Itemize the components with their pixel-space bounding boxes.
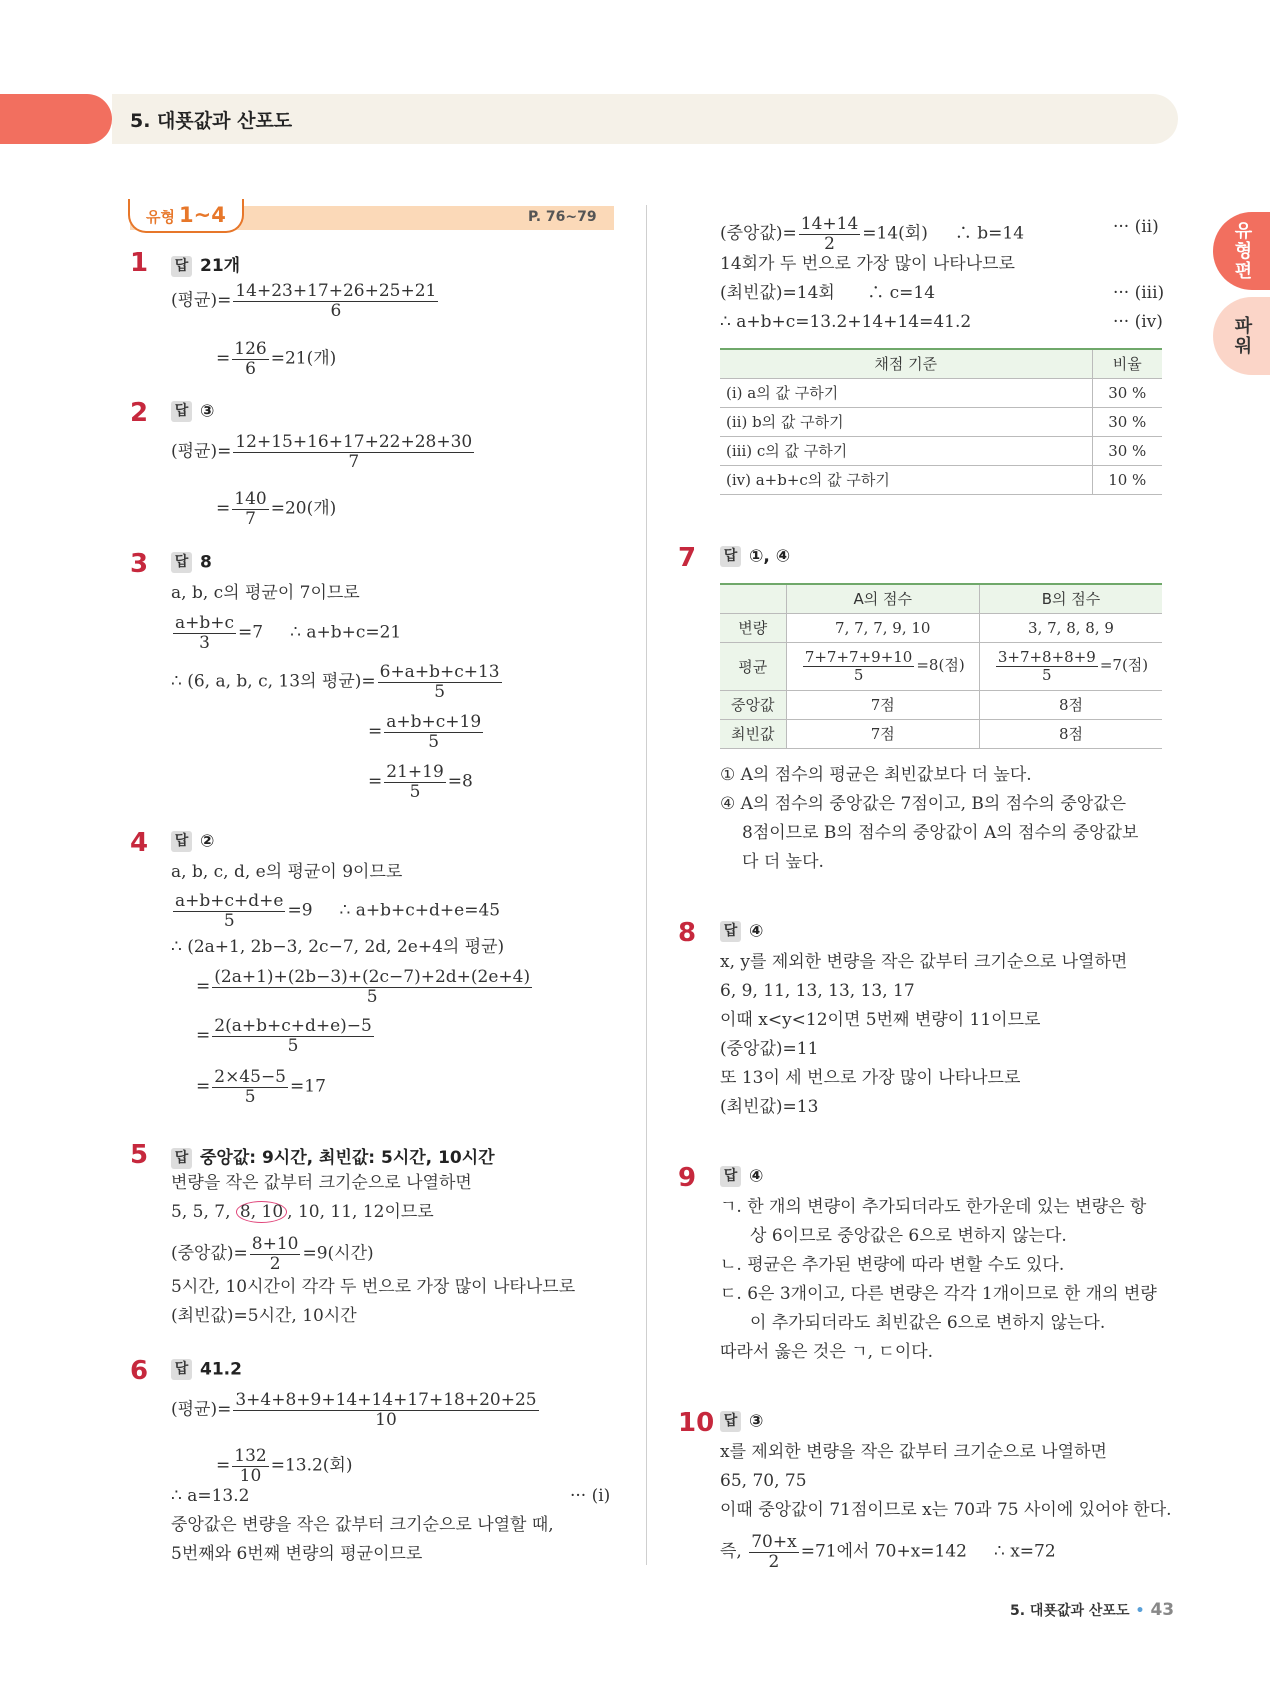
text-line: ㄴ. 평균은 추가된 변량에 따라 변할 수도 있다. [720,1255,1065,1275]
side-tab-type[interactable]: 유형편 [1213,212,1270,290]
grading-header: 채점 기준 [720,349,1092,378]
text-line: ㄱ. 한 개의 변량이 추가되더라도 한가운데 있는 변량은 항 [720,1197,1147,1217]
problem-number: 7 [678,543,697,573]
problem-number: 10 [678,1408,715,1438]
equation: = $\frac{21+19}{5}$ =8 [368,762,473,802]
text-line: 6, 9, 11, 13, 13, 13, 17 [720,981,915,1001]
answer-line: 답 ④ [720,1166,763,1187]
text-line: 변량을 작은 값부터 크기순으로 나열하면 [171,1173,472,1193]
text-line: 상 6이므로 중앙값은 6으로 변하지 않는다. [750,1226,1067,1246]
problem-number: 5 [130,1140,149,1170]
score-table [720,583,1162,749]
problem-number: 1 [130,248,149,278]
type-pages: P. 76~79 [528,209,597,225]
equation: $\frac{a+b+c+d+e}{5}$ =9 ∴ a+b+c+d+e=45 [175,891,501,931]
equation: = $\frac{140}{7}$ =20(개) [216,489,337,529]
score-marker: ··· (iv) [1113,312,1163,332]
problem-number: 9 [678,1163,697,1193]
page-footer: 5. 대푯값과 산포도 • 43 [1010,1600,1175,1620]
text-line: 14회가 두 번으로 가장 많이 나타나므로 [720,254,1015,274]
highlight-circle: 8, 10 [236,1201,287,1223]
text-line: 따라서 옳은 것은 ㄱ, ㄷ이다. [720,1342,934,1362]
page-number: 43 [1150,1600,1175,1620]
text-line: (최빈값)=5시간, 10시간 [171,1306,357,1326]
table-row: 최빈값 7점 8점 [720,719,1162,748]
problem-number: 2 [130,398,149,428]
equation: (중앙값)= $\frac{14+14}{2}$ =14(회) ∴ b=14 [720,214,1025,254]
b-header: B의 점수 [979,584,1162,613]
column-divider [646,205,647,1565]
equation: = $\frac{a+b+c+19}{5}$ [368,712,482,752]
equation: (평균)= $\frac{3+4+8+9+14+14+17+18+20+25}{10}$ [171,1390,537,1430]
text-line: ∴ (2a+1, 2b−3, 2c−7, 2d, 2e+4의 평균) [171,937,505,957]
text-line: 5, 5, 7, 8, 10 , 10, 11, 12이므로 [171,1202,434,1222]
text-line: x, y를 제외한 변량을 작은 값부터 크기순으로 나열하면 [720,952,1128,972]
page-title: 5. 대푯값과 산포도 [130,110,293,132]
type-label: 유형 1~4 [146,203,226,227]
score-marker: ··· (iii) [1113,283,1165,303]
table-row: 변량 7, 7, 7, 9, 10 3, 7, 8, 8, 9 [720,613,1162,642]
problem-number: 6 [130,1356,149,1386]
text-line: 이 추가되더라도 최빈값은 6으로 변하지 않는다. [750,1313,1106,1333]
answer-line: 답 ①, ④ [720,546,790,567]
score-marker: ··· (i) [570,1486,611,1506]
equation: (평균)= $\frac{14+23+17+26+25+21}{6}$ [171,281,437,321]
header-tab [0,94,112,144]
answer-line: 답 ③ [720,1411,763,1432]
equation: $\frac{a+b+c}{3}$ =7 ∴ a+b+c=21 [175,613,402,653]
table-row: 중앙값 7점 8점 [720,690,1162,719]
table-row: (i) a의 값 구하기 30 % [720,378,1162,407]
text-line: 다 더 높다. [742,852,824,872]
text-line: a, b, c, d, e의 평균이 9이므로 [171,862,403,882]
answer-line: 답 ④ [720,921,763,942]
table-row: (ii) b의 값 구하기 30 % [720,407,1162,436]
a-header: A의 점수 [786,584,979,613]
text-line: (최빈값)=14회 ∴ c=14 [720,283,936,303]
table-row: (iii) c의 값 구하기 30 % [720,436,1162,465]
answer-line: 답 중앙값: 9시간, 최빈값: 5시간, 10시간 [171,1143,495,1169]
problem-number: 3 [130,549,149,579]
equation: (중앙값)= $\frac{8+10}{2}$ =9(시간) [171,1234,374,1274]
equation: 즉, $\frac{70+x}{2}$ =71에서 70+x=142 ∴ x=72 [720,1532,1056,1572]
text-line: ④ A의 점수의 중앙값은 7점이고, B의 점수의 중앙값은 [720,794,1127,814]
equation: ∴ (6, a, b, c, 13의 평균)= $\frac{6+a+b+c+13}{5}$ [171,662,500,702]
equation: = $\frac{132}{10}$ =13.2(회) [216,1446,353,1486]
grading-table [720,348,1162,495]
equation: = $\frac{2(a+b+c+d+e)-5}{5}$ [196,1016,372,1056]
text-line: 5시간, 10시간이 각각 두 번으로 가장 많이 나타나므로 [171,1277,576,1297]
ratio-header: 비율 [1092,349,1162,378]
answer-line: 답 ② [171,831,214,852]
text-line: x를 제외한 변량을 작은 값부터 크기순으로 나열하면 [720,1442,1107,1462]
table-row: (iv) a+b+c의 값 구하기 10 % [720,465,1162,494]
text-line: 이때 x<y<12이면 5번째 변량이 11이므로 [720,1010,1041,1030]
text-line: (최빈값)=13 [720,1097,819,1117]
text-line: ㄷ. 6은 3개이고, 다른 변량은 각각 1개이므로 한 개의 변량 [720,1284,1157,1304]
text-line: 5번째와 6번째 변량의 평균이므로 [171,1544,423,1564]
text-line: 8점이므로 B의 점수의 중앙값이 A의 점수의 중앙값보 [742,823,1139,843]
text-line: ① A의 점수의 평균은 최빈값보다 더 높다. [720,765,1032,785]
answer-line: 답 ③ [171,401,214,422]
equation: = $\frac{2\times 45-5}{5}$ =17 [196,1067,326,1107]
equation: = $\frac{(2a+1)+(2b-3)+(2c-7)+2d+(2e+4)}{5}$ [196,967,531,1007]
text-line: 중앙값은 변량을 작은 값부터 크기순으로 나열할 때, [171,1515,554,1535]
text-line: 65, 70, 75 [720,1471,807,1491]
equation: = $\frac{126}{6}$ =21(개) [216,339,337,379]
text-line: a, b, c의 평균이 7이므로 [171,583,360,603]
answer-line: 답 21개 [171,251,240,277]
text-line: (중앙값)=11 [720,1039,819,1059]
text-line: ∴ a=13.2 [171,1486,250,1506]
text-line: 이때 중앙값이 71점이므로 x는 70과 75 사이에 있어야 한다. [720,1500,1172,1520]
score-marker: ··· (ii) [1113,217,1159,237]
side-tab-power[interactable]: 파워 [1213,297,1270,375]
answer-line: 답 41.2 [171,1359,242,1380]
table-row: 평균 $\frac{7+7+7+9+10}{5}$ =8(점) $\frac{3+7+8+8+9}{5}$ =7(점) [720,642,1162,690]
problem-number: 8 [678,918,697,948]
text-line: ∴ a+b+c=13.2+14+14=41.2 [720,312,972,332]
text-line: 또 13이 세 번으로 가장 많이 나타나므로 [720,1068,1021,1088]
problem-number: 4 [130,828,149,858]
equation: (평균)= $\frac{12+15+16+17+22+28+30}{7}$ [171,432,473,472]
answer-line: 답 8 [171,552,212,573]
